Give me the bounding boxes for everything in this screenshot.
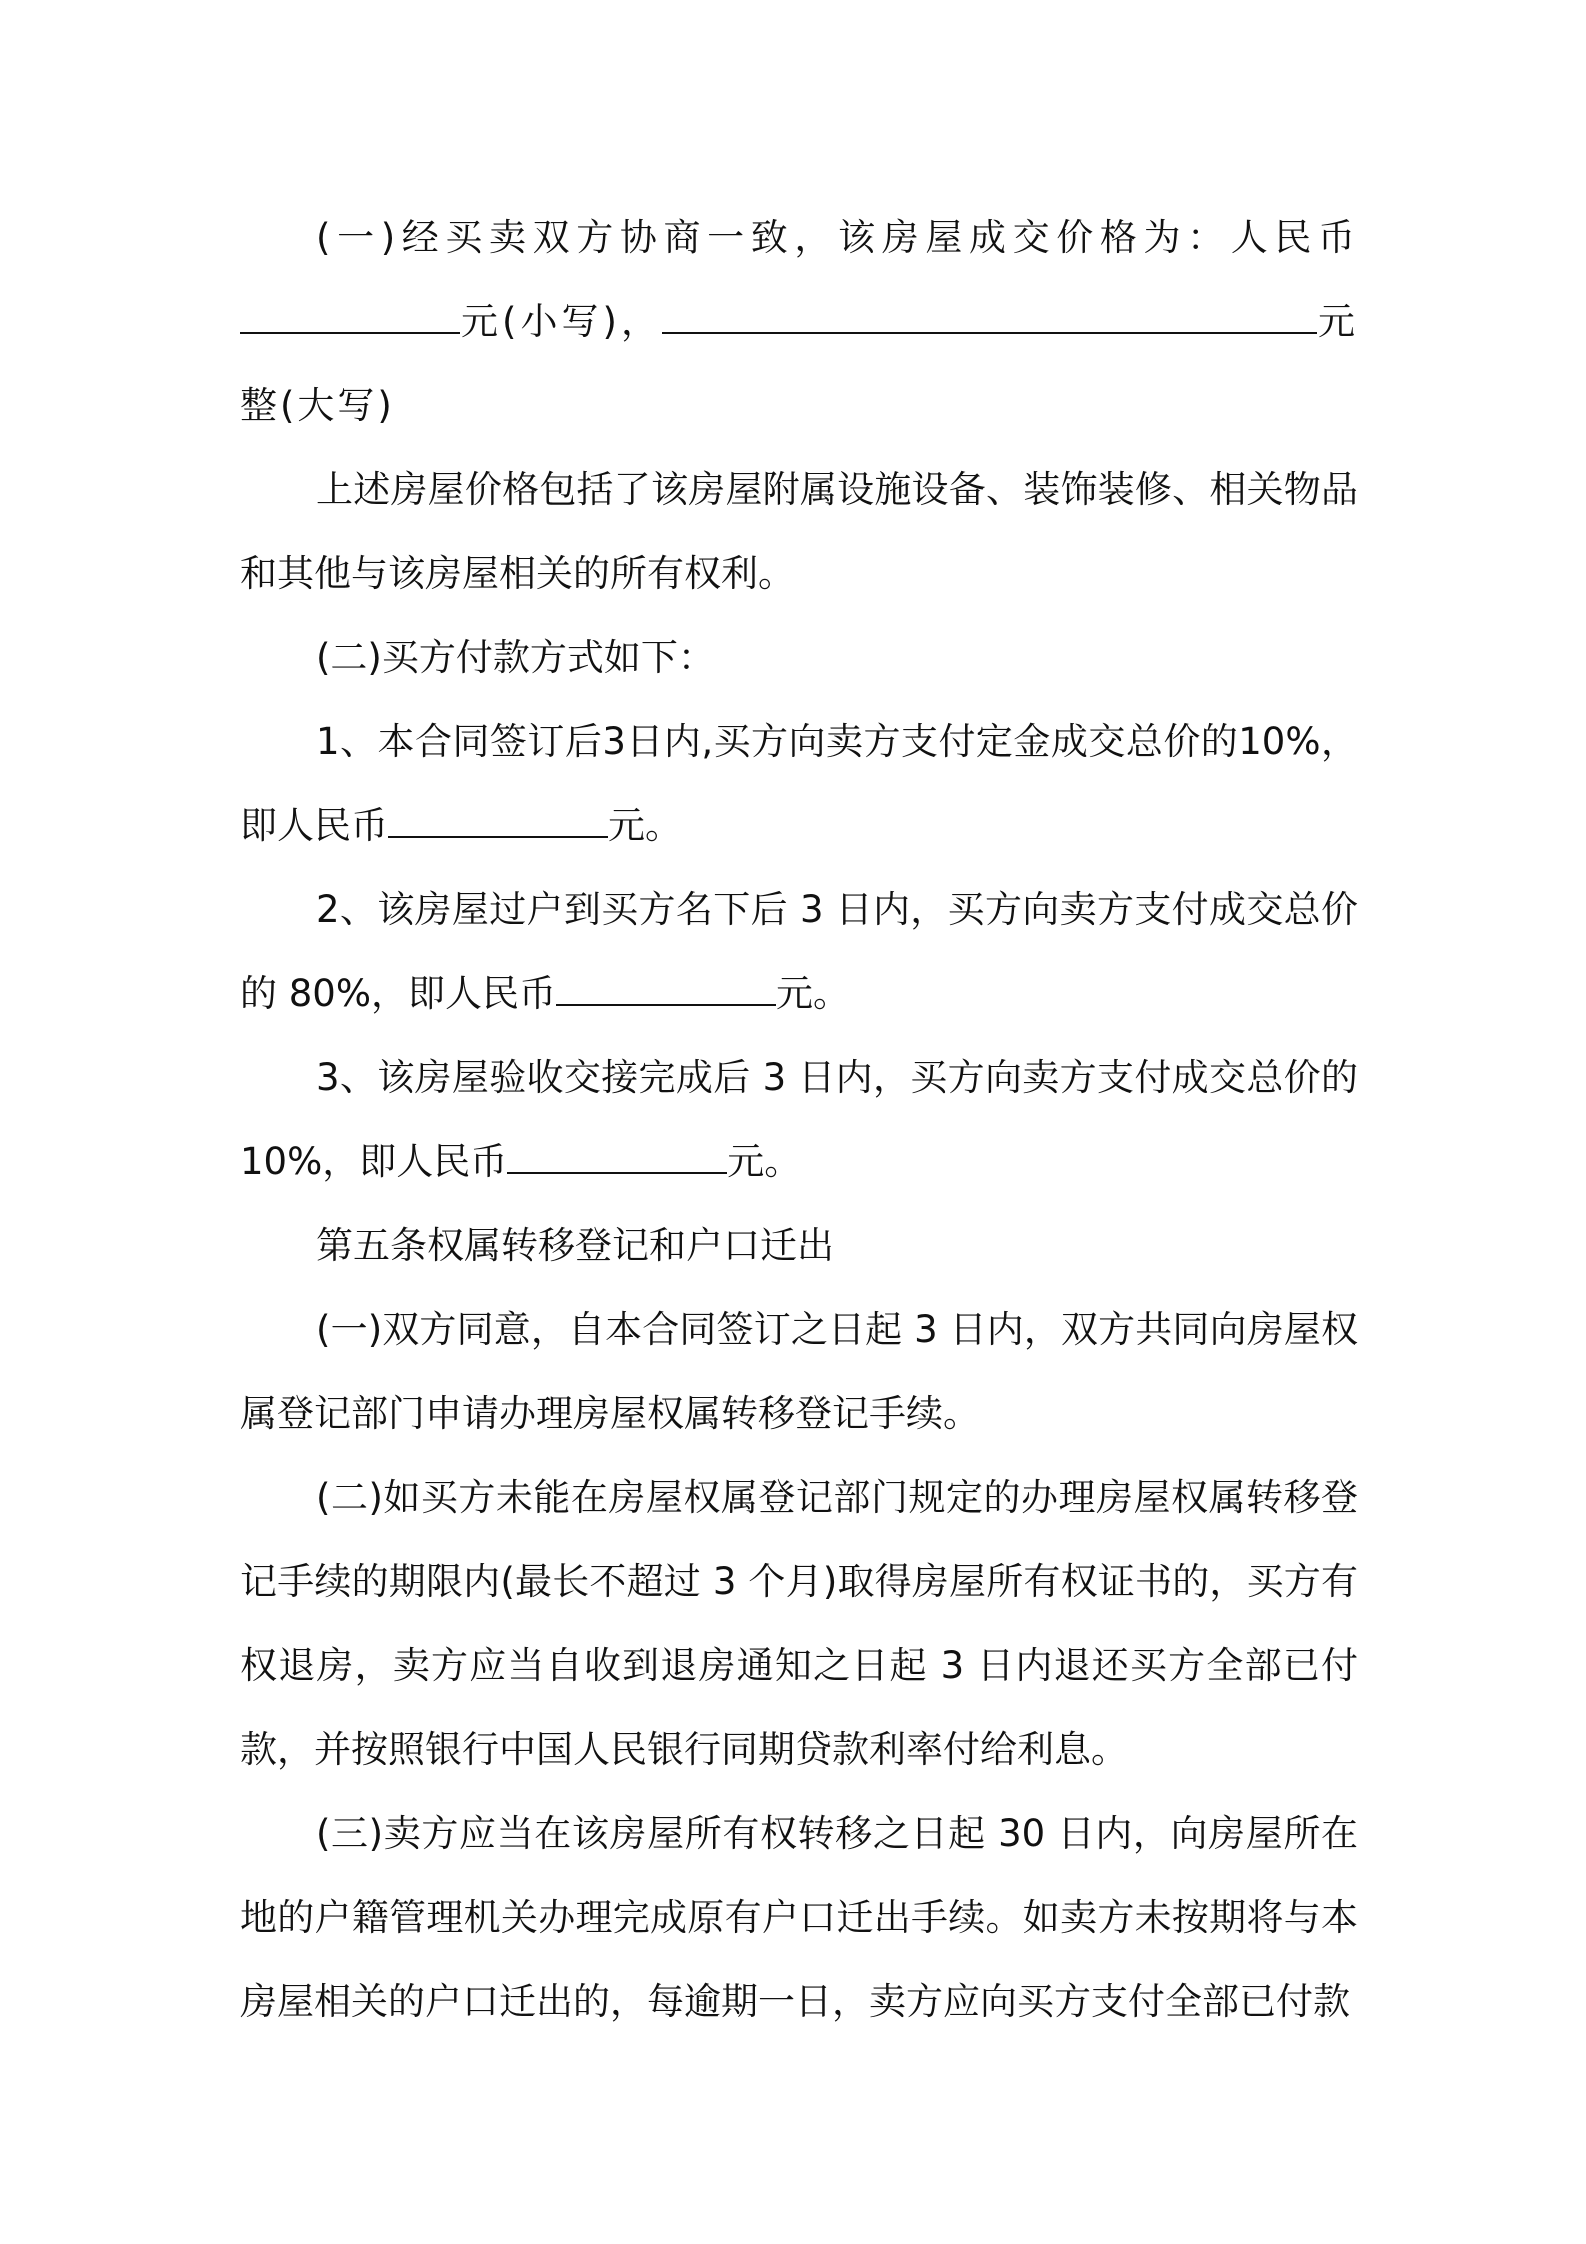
payment-2-text: 2、该房屋过户到买方名下后 3 日内，买方向卖方支付成交总价的 80%，即人民币	[240, 888, 1358, 1015]
payment-2-unit: 元。	[776, 972, 850, 1015]
document-body	[240, 196, 1358, 2044]
price-text-lowercase-label: 元(小写)，	[460, 300, 662, 343]
payment-1-text: 1、本合同签订后3日内,买方向卖方支付定金成交总价的10%，即人民币	[240, 720, 1358, 847]
blank-payment-1[interactable]	[388, 806, 608, 838]
paragraph-payment-2	[240, 868, 1358, 1036]
blank-price-lowercase[interactable]	[240, 302, 460, 334]
payment-3-text: 3、该房屋验收交接完成后 3 日内，买方向卖方支付成交总价的10%，即人民币	[240, 1056, 1358, 1183]
paragraph-transfer-2: (二)如买方未能在房屋权属登记部门规定的办理房屋权属转移登记手续的期限内(最长不超过 3 个月)取得房屋所有权证书的，买方有权退房，卖方应当自收到退房通知之日起 3 日内退还买方全部已付款，并按照银行中国人民银行同期贷款利率付给利息。	[240, 1476, 1358, 1771]
payment-3-unit: 元。	[727, 1140, 802, 1183]
paragraph-payment-1	[240, 700, 1358, 868]
paragraph-transfer-1: (一)双方同意，自本合同签订之日起 3 日内，双方共同向房屋权属登记部门申请办理房屋权属转移登记手续。	[240, 1308, 1358, 1435]
price-text: (一)经买卖双方协商一致，该房屋成交价格为：人民币	[316, 216, 1358, 259]
payment-1-unit: 元。	[608, 804, 682, 847]
paragraph-transfer-3: (三)卖方应当在该房屋所有权转移之日起 30 日内，向房屋所在地的户籍管理机关办理完成原有户口迁出手续。如卖方未按期将与本房屋相关的户口迁出的，每逾期一日，卖方应向买方支付全部已付款	[240, 1812, 1358, 2023]
blank-payment-3[interactable]	[507, 1142, 727, 1174]
blank-price-uppercase[interactable]	[662, 302, 1317, 334]
price-text-uppercase-label: 元整(大写)	[240, 300, 1358, 427]
paragraph-payment-method: (二)买方付款方式如下：	[316, 636, 715, 679]
paragraph-price	[240, 196, 1358, 448]
paragraph-payment-3	[240, 1036, 1358, 1204]
blank-payment-2[interactable]	[556, 974, 776, 1006]
section-heading: 第五条权属转移登记和户口迁出	[316, 1224, 834, 1267]
paragraph-price-scope: 上述房屋价格包括了该房屋附属设施设备、装饰装修、相关物品和其他与该房屋相关的所有权利。	[240, 468, 1358, 595]
